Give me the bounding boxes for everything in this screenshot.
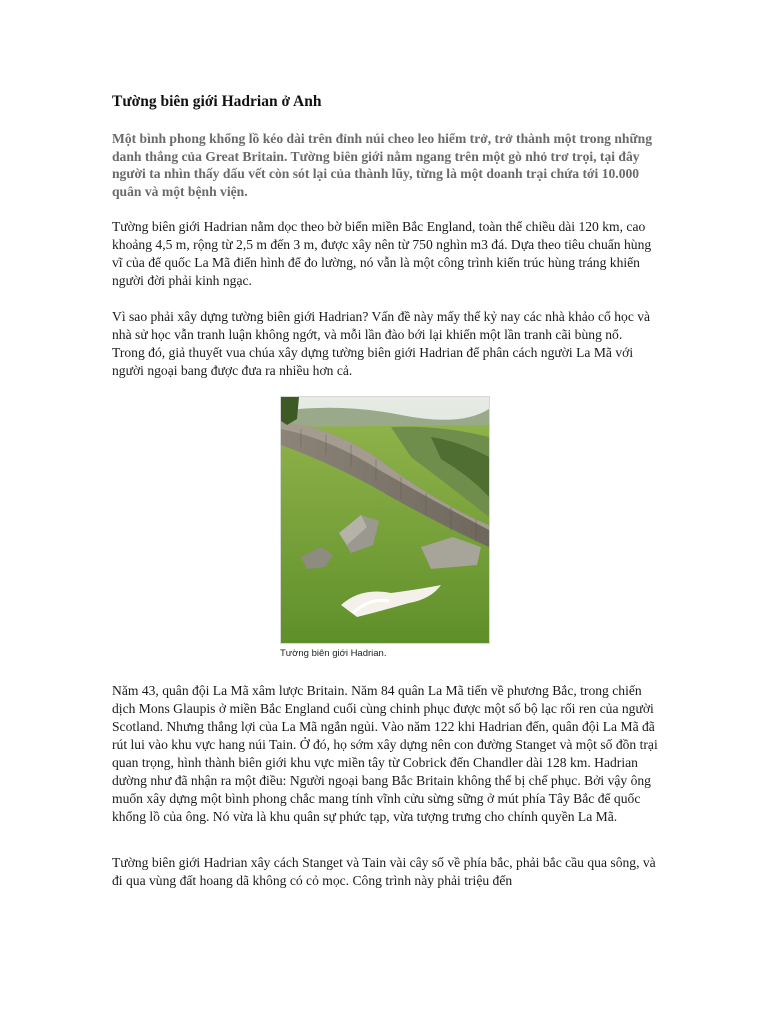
paragraph-4: Tường biên giới Hadrian xây cách Stanget và Tain vài cây số về phía bắc, phải bắc cầu qua sông, và đi qua vùng đất hoang dã không có cỏ mọc. Công trình này phải triệu đến <box>112 855 656 888</box>
paragraph-1: Tường biên giới Hadrian nằm dọc theo bờ biển miền Bắc England, toàn thể chiều dài 120 km, cao khoảng 4,5 m, rộng từ 2,5 m đến 3 m, được xây nên từ 750 nghìn m3 đá. Dựa theo tiêu chuẩn hùng vĩ của đế quốc La Mã điển hình để đo lường, nó vẫn là một công trình kiến trúc hùng tráng khiến người đời phải kinh ngạc. <box>112 219 652 288</box>
article <box>112 92 658 888</box>
article-title: Tường biên giới Hadrian ở Anh <box>112 93 322 110</box>
figure-caption: Tường biên giới Hadrian. <box>280 648 387 659</box>
figure <box>280 396 490 661</box>
article-lead: Một bình phong khổng lồ kéo dài trên đỉnh núi cheo leo hiểm trở, trở thành một trong những danh thắng của Great Britain. Tường biên giới nằm ngang trên một gò nhỏ trơ trọi, tại đây người ta nhìn thấy dấu vết còn sót lại của thành lũy, từng là một doanh trại chứa tới 10.000 quân và một bệnh viện. <box>112 131 652 199</box>
hadrian-wall-photo <box>280 396 490 644</box>
paragraph-2: Vì sao phải xây dựng tường biên giới Hadrian? Vấn đề này mấy thế kỷ nay các nhà khảo cổ học và nhà sử học vẫn tranh luận không ngớt, và mỗi lần đào bới lại khiến một lần tranh cãi bùng nổ. Trong đó, giả thuyết vua chúa xây dựng tường biên giới Hadrian để phân cách người La Mã với người ngoại bang được đưa ra nhiều hơn cả. <box>112 309 651 378</box>
paragraph-3: Năm 43, quân đội La Mã xâm lược Britain. Năm 84 quân La Mã tiến về phương Bắc, trong chiến dịch Mons Glaupis ở miền Bắc England cuối cùng chinh phục được một số bộ lạc rối ren của người Scotland. Nhưng thắng lợi của La Mã ngắn ngủi. Vào năm 122 khi Hadrian đến, quân đội La Mã đã rút lui vào khu vực hang núi Tain. Ở đó, họ sớm xây dựng nên con đường Stanget và một số đồn trại quan trọng, hình thành biên giới khu vực miền tây từ Cobrick đến Chandler dài 128 km. Hadrian dường như đã nhận ra một điều: Người ngoại bang Bắc Britain không thể bị chế phục. Bởi vậy ông muốn xây dựng một bình phong chắc mang tính vĩnh cửu sừng sững ở mút phía Tây Bắc để quốc khổng lồ của ông. Nó vừa là khu quân sự phức tạp, vừa tượng trưng cho chính quyền La Mã. <box>112 683 658 824</box>
